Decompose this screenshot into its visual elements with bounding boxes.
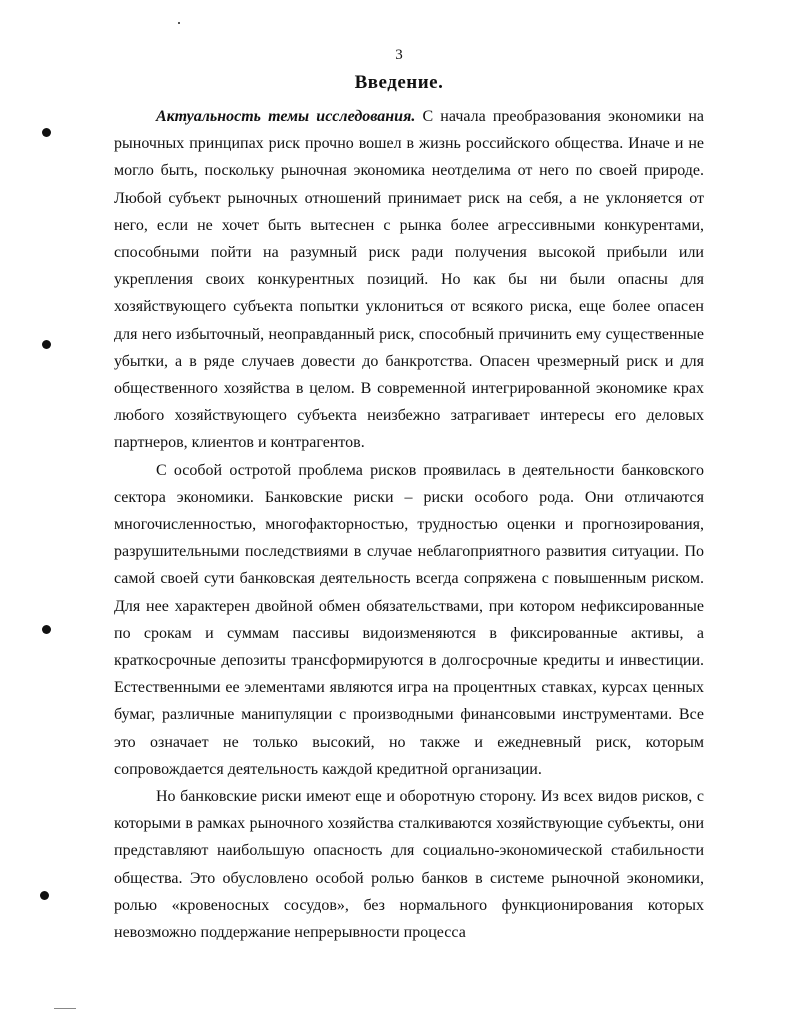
punch-hole-mark (42, 625, 51, 634)
scan-speck (54, 1008, 76, 1009)
paragraph-banking-risks (114, 457, 704, 783)
punch-hole-mark (42, 340, 51, 349)
punch-hole-mark (42, 128, 51, 137)
paragraph-text: Но банковские риски имеют еще и оборотную сторону. Из всех видов рисков, с которыми в рамках рыночного хозяйства сталкиваются хозяйствующие субъекты, они представляют наибольшую опасность для социально-экономической стабильности общества. Это обусловлено особой ролью банков в системе рыночной экономики, ролью «кровеносных сосудов», без нормального функционирования которых невозможно поддержание непрерывности процесса (114, 788, 704, 942)
paragraph-relevance (114, 103, 704, 457)
paragraph-text: С особой остротой проблема рисков проявилась в деятельности банковского сектора экономики. Банковские риски – риски особого рода. Они отличаются многочисленностью, многофакторностью, трудностью оценки и прогнозирования, разрушительными последствиями в случае неблагоприятного развития ситуации. По самой своей сути банковская деятельность всегда сопряжена с повышенным риском. Для нее характерен двойной обмен обязательствами, при котором нефиксированные по срокам и суммам пассивы видоизменяются в фиксированные активы, а краткосрочные депозиты трансформируются в долгосрочные кредиты и инвестиции. Естественными ее элементами являются игра на процентных ставках, курсах ценных бумаг, различные манипуляции с производными финансовыми инструментами. Все это означает не только высокий, но также и ежедневный риск, которым сопровождается деятельность каждой кредитной организации. (114, 461, 704, 778)
body-text (114, 103, 704, 946)
paragraph-reverse-side (114, 783, 704, 946)
punch-hole-mark (40, 891, 49, 900)
relevance-lead: Актуальность темы исследования. (156, 108, 416, 125)
page-title: Введение. (354, 72, 444, 93)
scan-speck (178, 22, 180, 24)
page-number: 3 (395, 47, 403, 63)
paragraph-text: С начала преобразования экономики на рыночных принципах риск прочно вошел в жизнь российского общества. Иначе и не могло быть, поскольку рыночная экономика неотделима от него по своей природе. Любой субъект рыночных отношений принимает риск на себя, а не уклоняется от него, если не хочет быть вытеснен с рынка более агрессивными конкурентами, способными пойти на разумный риск ради получения высокой прибыли или укрепления своих конкурентных позиций. Но как бы ни были опасны для хозяйствующего субъекта попытки уклониться от всякого риска, еще более опасен для него избыточный, неоправданный риск, способный причинить ему существенные убытки, а в ряде случаев довести до банкротства. Опасен чрезмерный риск и для общественного хозяйства в целом. В современной интегрированной экономике крах любого хозяйствующего субъекта неизбежно затрагивает интересы его деловых партнеров, клиентов и контрагентов. (114, 108, 704, 452)
